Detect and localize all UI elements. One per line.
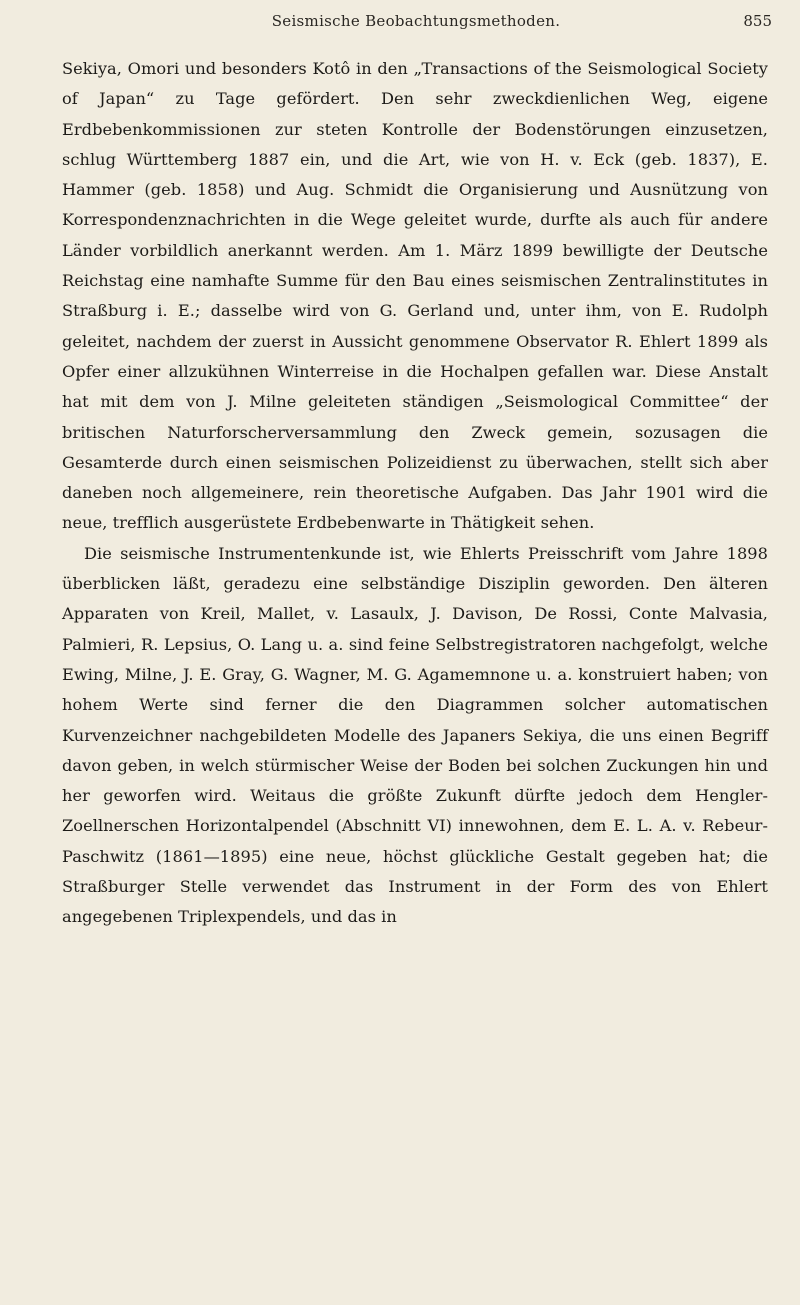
paragraph-instrument-history: Die seismische Instrumentenkunde ist, wie Ehlerts Preisschrift vom Jahre 1898 überblicken läßt, geradezu eine selbständige Disziplin geworden. Den älteren Apparaten von Kreil, Mallet, v. Lasaulx, J. Davison, De Rossi, Conte Malvasia, Palmieri, R. Lepsius, O. Lang u. a. sind feine Selbstregistratoren nachgefolgt, welche Ewing, Milne, J. E. Gray, G. Wagner, M. G. Agamemnone u. a. konstruiert haben; von hohem Werte sind ferner die den Diagrammen solcher automatischen Kurvenzeichner nachgebildeten Modelle des Japaners Sekiya, die uns einen Begriff davon geben, in welch stürmischer Weise der Boden bei solchen Zuckungen hin und her geworfen wird. Weitaus die größte Zukunft dürfte jedoch dem Hengler-Zoellnerschen Horizontalpendel (Abschnitt VI) innewohnen, dem E. L. A. v. Rebeur-Paschwitz (1861—1895) eine neue, höchst glückliche Gestalt gegeben hat; die Straßburger Stelle verwendet das Instrument in der Form des von Ehlert angegebenen Triplexpendels, und das in bbox=[62, 543, 768, 927]
paragraph-continued: Sekiya, Omori und besonders Kotô in den „Transactions of the Seismological Society of Japan“ zu Tage gefördert. Den sehr zweckdienlichen Weg, eigene Erdbebenkommissionen zur steten Kontrolle der Bodenstörungen einzusetzen, schlug Württemberg 1887 ein, und die Art, wie von H. v. Eck (geb. 1837), E. Hammer (geb. 1858) und Aug. Schmidt die Organisierung und Ausnützung von Korrespondenznachrichten in die Wege geleitet wurde, durfte als auch für andere Länder vorbildlich anerkannt werden. Am 1. März 1899 bewilligte der Deutsche Reichstag eine namhafte Summe für den Bau eines seismischen Zentralinstitutes in Straßburg i. E.; dasselbe wird von G. Gerland und, unter ihm, von E. Rudolph geleitet, nachdem der zuerst in Aussicht genommene Observator R. Ehlert 1899 als Opfer einer allzukühnen Winterreise in die Hochalpen gefallen war. Diese Anstalt hat mit dem von J. Milne geleiteten ständigen „Seismological Committee“ der britischen Naturforscherversammlung den Zweck gemein, sozusagen die Gesamterde durch einen seismischen Polizeidienst zu überwachen, stellt sich aber daneben noch allgemeinere, rein theoretische Aufgaben. Das Jahr 1901 wird die neue, trefflich ausgerüstete Erdbebenwarte in Thätigkeit sehen. bbox=[62, 59, 768, 533]
running-title: Seismische Beobachtungsmethoden. bbox=[271, 12, 561, 30]
page-number: 855 bbox=[743, 12, 772, 30]
running-header bbox=[60, 8, 772, 34]
body-text bbox=[62, 54, 768, 933]
